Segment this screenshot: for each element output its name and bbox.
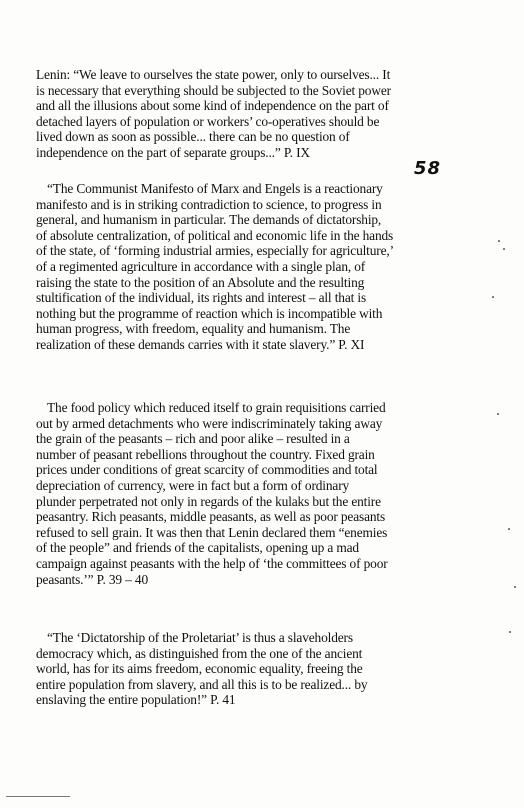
text-line: The food policy which reduced itself to grain requisitions carried bbox=[47, 400, 386, 415]
text-line: depreciation of currency, were in fact but a form of ordinary bbox=[36, 477, 350, 493]
text-line: campaign against peasants with the help of ‘the committees of poor bbox=[36, 555, 388, 571]
text-line: stultification of the individual, its rights and interest – all that is bbox=[36, 290, 367, 306]
paragraph-food-policy bbox=[36, 400, 454, 587]
scan-speck bbox=[509, 631, 511, 633]
text-line: of a regimented agriculture in accordance with a single plan, of bbox=[36, 258, 366, 274]
text-line: number of peasant rebellions throughout the country. Fixed grain bbox=[36, 446, 375, 462]
text-line: “The Communist Manifesto of Marx and Engels is a reactionary bbox=[47, 181, 383, 196]
text-line: Lenin: “We leave to ourselves the state power, only to ourselves... It bbox=[36, 67, 391, 82]
text-line: out by armed detachments who were indiscriminately taking away bbox=[36, 415, 383, 431]
text-line: of the people” and friends of the capitalists, opening up a mad bbox=[36, 540, 359, 556]
text-line: and all the illusions about some kind of independence on the part of bbox=[36, 98, 389, 114]
scan-speck bbox=[497, 413, 499, 415]
paragraph-lenin-quote bbox=[36, 67, 454, 161]
text-line: lived down as soon as possible... there can be no question of bbox=[36, 129, 350, 145]
scan-speck bbox=[503, 248, 505, 250]
text-line: peasants.’” P. 39 – 40 bbox=[36, 571, 148, 587]
text-line: human progress, with freedom, equality and humanism. The bbox=[36, 321, 351, 337]
text-line: is necessary that everything should be subjected to the Soviet power bbox=[36, 82, 391, 98]
text-line: “The ‘Dictatorship of the Proletariat’ is thus a slaveholders bbox=[47, 630, 353, 645]
scan-speck bbox=[514, 586, 516, 588]
paragraph-dictatorship bbox=[36, 630, 454, 708]
text-line: nothing but the programme of reaction which is incompatible with bbox=[36, 305, 383, 321]
text-line: detached layers of population or workers’ co-operatives should be bbox=[36, 113, 380, 129]
text-line: realization of these demands carries with it state slavery.” P. XI bbox=[36, 336, 365, 352]
text-line: manifesto and is in striking contradiction to science, to progress in bbox=[36, 196, 382, 212]
paragraph-communist-manifesto bbox=[36, 181, 454, 353]
text-line: plunder perpetrated not only in regards of the kulaks but the entire bbox=[36, 493, 381, 509]
text-line: general, and humanism in particular. The demands of dictatorship, bbox=[36, 212, 382, 228]
text-line: peasantry. Rich peasants, middle peasants, as well as poor peasants bbox=[36, 509, 386, 525]
text-line: prices under conditions of great scarcity of commodities and total bbox=[36, 462, 378, 478]
text-line: independence on the part of separate groups...” P. IX bbox=[36, 144, 310, 160]
scan-speck bbox=[498, 240, 500, 242]
scan-speck bbox=[508, 528, 510, 530]
text-line: world, has for its aims freedom, economic equality, freeing the bbox=[36, 661, 363, 677]
text-line: enslaving the entire population!” P. 41 bbox=[36, 692, 236, 708]
scan-edge-line bbox=[6, 796, 70, 797]
text-line: of the state, of ‘forming industrial armies, especially for agriculture,’ bbox=[36, 243, 394, 259]
text-line: the grain of the peasants – rich and poor alike – resulted in a bbox=[36, 431, 350, 447]
text-line: democracy which, as distinguished from the one of the ancient bbox=[36, 645, 363, 661]
handwritten-page-number: 58 bbox=[414, 158, 442, 179]
text-line: raising the state to the position of an Absolute and the resulting bbox=[36, 274, 365, 290]
text-line: entire population from slavery, and all this is to be realized... by bbox=[36, 676, 368, 692]
scan-speck bbox=[492, 296, 494, 298]
text-line: refused to sell grain. It was then that Lenin declared them “enemies bbox=[36, 524, 388, 540]
text-line: of absolute centralization, of political and economic life in the hands bbox=[36, 227, 394, 243]
